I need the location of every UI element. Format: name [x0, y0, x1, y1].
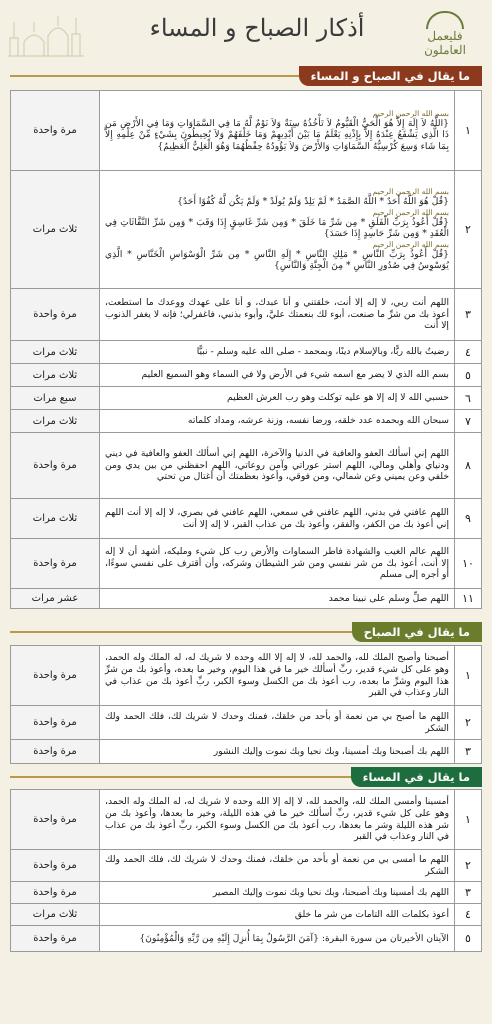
- logo-line2: العاملون: [424, 43, 466, 57]
- table-row: [11, 289, 482, 341]
- row-number: ٥: [455, 926, 482, 952]
- section-title: ما يقال في الصباح و المساء: [299, 66, 482, 86]
- ayat-kursi-text: {اللَّهُ لاَ إِلَهَ إِلاَّ هُوَ الْحَيُّ الْقَيُّومُ لاَ تَأْخُذُهُ سِنَةٌ وَلاَ نَوْمٌ لَّهُ مَا فِي السَّمَاوَاتِ وَمَا فِي الأَرْضِ مَن ذَا الَّذِي يَشْفَعُ عِنْدَهُ إِلاَّ بِإِذْنِهِ يَعْلَمُ مَا بَيْنَ أَيْدِيهِمْ وَمَا خَلْفَهُمْ وَلاَ يُحِيطُونَ بِشَيْءٍ مِّنْ عِلْمِهِ إِلاَّ بِمَا شَاء وَسِعَ كُرْسِيُّهُ السَّمَاوَاتِ وَالأَرْضَ وَلاَ يَؤُودُهُ حِفْظُهُمَا وَهُوَ الْعَلِيُّ الْعَظِيمُ}: [105, 117, 449, 152]
- row-number: ٩: [455, 499, 482, 539]
- row-number: ١: [455, 91, 482, 171]
- row-number: ٦: [455, 387, 482, 410]
- mosque-skyline-icon: [6, 8, 86, 58]
- table-row: [11, 499, 482, 539]
- table-morning-evening: [10, 90, 482, 609]
- repeat-count: ثلاث مرات: [11, 904, 100, 926]
- table-row: [11, 589, 482, 609]
- table-row: [11, 740, 482, 764]
- basmala: بسم الله الرحمن الرحيم: [372, 239, 449, 249]
- repeat-count: مرة واحدة: [11, 882, 100, 904]
- basmala: بسم الله الرحمن الرحيم: [372, 187, 449, 197]
- basmala: بسم الله الرحمن الرحيم: [372, 108, 449, 118]
- table-row: [11, 850, 482, 882]
- repeat-count: ثلاث مرات: [11, 499, 100, 539]
- row-number: ٧: [455, 410, 482, 433]
- row-number: ٢: [455, 706, 482, 740]
- repeat-count: ثلاث مرات: [11, 364, 100, 387]
- row-text: أعوذ بكلمات الله التامات من شر ما خلق: [100, 904, 455, 926]
- row-text: أصبحنا وأصبح الملك لله، والحمد لله، لا إله إلا الله وحده لا شريك له، له الملك وله الحمد، وهو على كل شيء قدير، ربِّ أسألك خير ما في هذا اليوم، وخير ما بعده، وأعوذ بك من شرِّ هذا اليوم وشرِّ ما بعده، رب أعوذ بك من الكسل وسوء الكبر، ربِّ أعوذ بك من عذاب في النار وعذاب في القبر: [100, 646, 455, 706]
- table-morning: [10, 645, 482, 764]
- table-row: [11, 790, 482, 850]
- logo-line1: فليعمل: [427, 29, 463, 43]
- repeat-count: مرة واحدة: [11, 850, 100, 882]
- section-banner-morning-evening: [10, 66, 482, 86]
- repeat-count: مرة واحدة: [11, 926, 100, 952]
- row-number: ٣: [455, 882, 482, 904]
- row-text: [100, 91, 455, 171]
- table-row: [11, 904, 482, 926]
- row-text: اللهم إني أسألك العفو والعافية في الدنيا والآخرة، اللهم إني أسألك العفو والعافية في ديني ودنياي وأهلي ومالي، اللهم استر عوراتي وآمن روعاتي، اللهم احفظني من بين يدي ومن خلفي وعن يميني وعن شمالي، ومن فوقي، وأعوذ بعظمتك أن أغتال من تحتي: [100, 433, 455, 499]
- repeat-count: عشر مرات: [11, 589, 100, 609]
- section-banner-evening: [10, 767, 482, 787]
- table-row: [11, 882, 482, 904]
- row-number: ٣: [455, 289, 482, 341]
- row-number: ١: [455, 646, 482, 706]
- row-text: اللهم عافني في بدني، اللهم عافني في سمعي، اللهم عافني في بصري، لا إله إلا أنت اللهم إني أعوذ بك من الكفر، والفقر، وأعوذ بك من عذاب القبر، لا إله إلا أنت: [100, 499, 455, 539]
- row-number: ٢: [455, 171, 482, 289]
- basmala: بسم الله الرحمن الرحيم: [372, 207, 449, 217]
- repeat-count: مرة واحدة: [11, 539, 100, 589]
- section-title: ما يقال في الصباح: [352, 622, 482, 642]
- row-text: حسبي الله لا إله إلا هو عليه توكلت وهو رب العرش العظيم: [100, 387, 455, 410]
- row-number: ٥: [455, 364, 482, 387]
- table-row: [11, 91, 482, 171]
- row-number: ٣: [455, 740, 482, 764]
- table-row: [11, 364, 482, 387]
- divider: [10, 75, 299, 77]
- row-number: ٤: [455, 904, 482, 926]
- row-text: سبحان الله وبحمده عدد خلقه، ورضا نفسه، وزنة عرشه، ومداد كلماته: [100, 410, 455, 433]
- table-row: [11, 387, 482, 410]
- table-row: [11, 539, 482, 589]
- section-title: ما يقال في المساء: [351, 767, 482, 787]
- surah-falaq-text: {قُلْ أَعُوذُ بِرَبِّ الْفَلَقِ * مِن شَرِّ مَا خَلَقَ * وَمِن شَرِّ غَاسِقٍ إِذَا وَقَبَ * وَمِن شَرِّ النَّفَّاثَاتِ فِي الْعُقَدِ * وَمِن شَرِّ حَاسِدٍ إِذَا حَسَدَ}: [105, 216, 449, 240]
- row-number: ٤: [455, 341, 482, 364]
- table-row: [11, 926, 482, 952]
- row-text: أمسينا وأمسى الملك لله، والحمد لله، لا إله إلا الله وحده لا شريك له، له الملك وله الحمد، وهو على كل شيء قدير، ربِّ أسألك خير ما في هذه الليلة، وخير ما بعدها، وأعوذ بك من شر هذه الليلة وشر ما بعدها، رب أعوذ بك من الكسل وسوء الكبر، ربِّ أعوذ بك من عذاب في النار وعذاب في القبر: [100, 790, 455, 850]
- row-text: الآيتان الأخيرتان من سورة البقرة: {آمَنَ الرَّسُولُ بِمَا أُنزِلَ إِلَيْهِ مِن رَّبِّهِ وَالْمُؤْمِنُونَ}: [100, 926, 455, 952]
- row-text: اللهم أنت ربي، لا إله إلا أنت، خلقتني و أنا عبدك، و أنا على عهدك ووعدك ما استطعت، أعوذ بك من شرِّ ما صنعت، أبوء لك بنعمتك عليَّ، وأبوء بذنبي، فاغفرلي؛ فإنه لا يغفر الذنوب إلا أنت: [100, 289, 455, 341]
- surah-nas-text: {قُلْ أَعُوذُ بِرَبِّ النَّاسِ * مَلِكِ النَّاسِ * إِلَهِ النَّاسِ * مِن شَرِّ الْوَسْوَاسِ الْخَنَّاسِ * الَّذِي يُوَسْوِسُ فِي صُدُورِ النَّاسِ * مِنَ الْجِنَّةِ وَالنَّاسِ}: [105, 248, 449, 272]
- row-number: ١١: [455, 589, 482, 609]
- table-row: [11, 433, 482, 499]
- row-number: ١: [455, 790, 482, 850]
- row-text: اللهم ما أصبح بي من نعمة أو بأحد من خلقك، فمنك وحدك لا شريك لك، فلك الحمد ولك الشكر: [100, 706, 455, 740]
- row-number: ٨: [455, 433, 482, 499]
- row-number: ١٠: [455, 539, 482, 589]
- table-row: [11, 646, 482, 706]
- repeat-count: مرة واحدة: [11, 433, 100, 499]
- row-text: اللهم بك أصبحنا وبك أمسينا، وبك نحيا وبك نموت وإليك النشور: [100, 740, 455, 764]
- header: [0, 0, 492, 66]
- divider: [10, 631, 352, 633]
- repeat-count: مرة واحدة: [11, 790, 100, 850]
- table-row: [11, 341, 482, 364]
- dome-logo-icon: [426, 11, 464, 29]
- row-text: [100, 171, 455, 289]
- repeat-count: ثلاث مرات: [11, 171, 100, 289]
- repeat-count: مرة واحدة: [11, 289, 100, 341]
- page-title: أذكار الصباح و المساء: [149, 14, 365, 42]
- repeat-count: مرة واحدة: [11, 91, 100, 171]
- row-text: رضيتُ بالله ربًّا، وبالإسلام دينًا، وبمحمد - صلى الله عليه وسلم - نبيًّا: [100, 341, 455, 364]
- repeat-count: سبع مرات: [11, 387, 100, 410]
- repeat-count: مرة واحدة: [11, 740, 100, 764]
- row-text: اللهم صلِّ وسلم على نبينا محمد: [100, 589, 455, 609]
- row-text: اللهم عالم الغيب والشهادة فاطر السماوات والأرض رب كل شيء ومليكه، أشهد أن لا إله إلا أنت، أعوذ بك من شر نفسي ومن شر الشيطان وشركه، وأن أقترف على نفسي سوءًا، أو أجره إلى مسلم: [100, 539, 455, 589]
- surah-ikhlas-text: {قُلْ هُوَ اللَّهُ أَحَدٌ * اللَّهُ الصَّمَدُ * لَمْ يَلِدْ وَلَمْ يُولَدْ * وَلَمْ يَكُن لَّهُ كُفُوًا أَحَدٌ}: [177, 196, 449, 208]
- section-banner-morning: [10, 622, 482, 642]
- table-row: [11, 706, 482, 740]
- repeat-count: مرة واحدة: [11, 706, 100, 740]
- row-text: بسم الله الذي لا يضر مع اسمه شيء في الأرض ولا في السماء وهو السميع العليم: [100, 364, 455, 387]
- table-row: [11, 171, 482, 289]
- logo: [408, 8, 482, 60]
- row-text: اللهم ما أمسى بي من نعمة أو بأحد من خلقك، فمنك وحدك لا شريك لك، فلك الحمد ولك الشكر: [100, 850, 455, 882]
- table-row: [11, 410, 482, 433]
- row-text: اللهم بك أمسينا وبك أصبحنا، وبك نحيا وبك نموت وإليك المصير: [100, 882, 455, 904]
- divider: [10, 776, 351, 778]
- repeat-count: ثلاث مرات: [11, 341, 100, 364]
- row-number: ٢: [455, 850, 482, 882]
- repeat-count: مرة واحدة: [11, 646, 100, 706]
- table-evening: [10, 789, 482, 952]
- repeat-count: ثلاث مرات: [11, 410, 100, 433]
